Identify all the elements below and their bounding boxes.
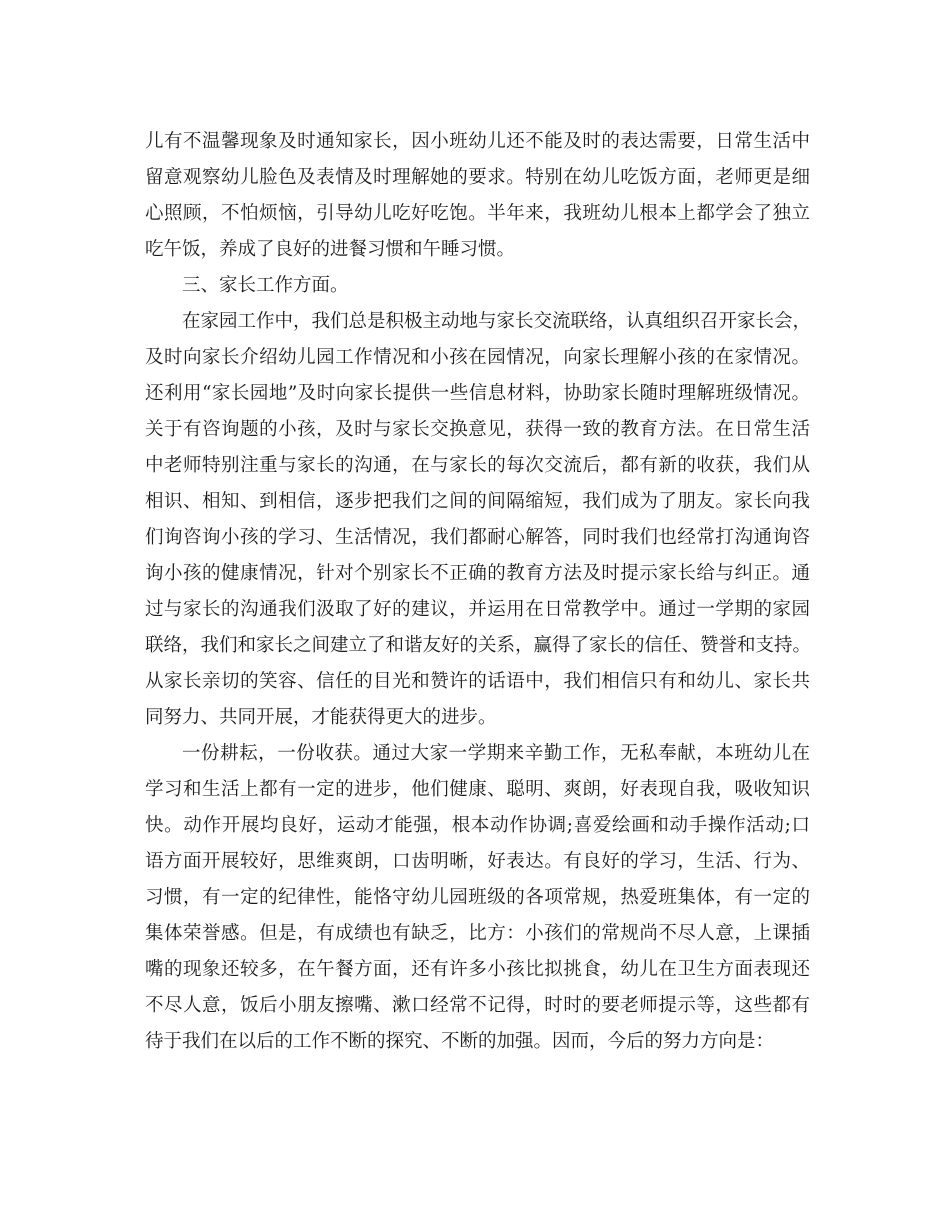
text-line: 关于有咨询题的小孩，及时与家长交换意见，获得一致的教育方法。在日常生活	[145, 419, 810, 440]
text-line: 习惯，有一定的纪律性，能恪守幼儿园班级的各项常规，热爱班集体，有一定的	[145, 887, 810, 908]
text-line: 相识、相知、到相信，逐步把我们之间的间隔缩短，我们成为了朋友。家长向我	[145, 491, 810, 512]
text-line: 语方面开展较好，思维爽朗，口齿明晰，好表达。有良好的学习，生活、行为、	[145, 851, 810, 872]
text-line: 中老师特别注重与家长的沟通，在与家长的每次交流后，都有新的收获，我们从	[145, 455, 810, 476]
paragraph-semester-summary	[145, 736, 810, 1060]
paragraph-daily-care	[145, 124, 810, 268]
text-line: 询小孩的健康情况，针对个别家长不正确的教育方法及时提示家长给与纠正。通	[145, 563, 810, 584]
text-line: 待于我们在以后的工作不断的探究、不断的加强。因而，今后的努力方向是：	[145, 1031, 775, 1052]
text-line: 还利用“家长园地”及时向家长提供一些信息材料，协助家长随时理解班级情况。	[145, 383, 810, 404]
text-line: 在家园工作中，我们总是积极主动地与家长交流联络，认真组织召开家长会，	[182, 311, 812, 332]
text-line: 嘴的现象还较多，在午餐方面，还有许多小孩比拟挑食，幼儿在卫生方面表现还	[145, 959, 810, 980]
text-line: 儿有不温馨现象及时通知家长，因小班幼儿还不能及时的表达需要，日常生活中	[145, 131, 810, 152]
text-line: 一份耕耘，一份收获。通过大家一学期来辛勤工作，无私奉献，本班幼儿在	[182, 743, 810, 764]
text-line: 及时向家长介绍幼儿园工作情况和小孩在园情况，向家长理解小孩的在家情况。	[145, 347, 810, 368]
text-line: 吃午饭，养成了良好的进餐习惯和午睡习惯。	[145, 239, 516, 260]
paragraph-parent-communication	[145, 304, 810, 736]
text-line: 联络，我们和家长之间建立了和谐友好的关系，赢得了家长的信任、赞誉和支持。	[145, 635, 812, 656]
text-line: 快。动作开展均良好，运动才能强，根本动作协调;喜爱绘画和动手操作活动;口	[145, 815, 810, 836]
text-line: 同努力、共同开展，才能获得更大的进步。	[145, 707, 497, 728]
document-body	[145, 124, 810, 1060]
text-line: 过与家长的沟通我们汲取了好的建议，并运用在日常教学中。通过一学期的家园	[145, 599, 810, 620]
text-line: 心照顾，不怕烦恼，引导幼儿吃好吃饱。半年来，我班幼儿根本上都学会了独立	[145, 203, 810, 224]
text-line: 学习和生活上都有一定的进步，他们健康、聪明、爽朗，好表现自我，吸收知识	[145, 779, 810, 800]
text-line: 留意观察幼儿脸色及表情及时理解她的要求。特别在幼儿吃饭方面，老师更是细	[145, 167, 810, 188]
text-line: 从家长亲切的笑容、信任的目光和赞许的话语中，我们相信只有和幼儿、家长共	[145, 671, 810, 692]
text-line: 集体荣誉感。但是，有成绩也有缺乏，比方：小孩们的常规尚不尽人意，上课插	[145, 923, 810, 944]
section-heading-parent-work: 三、家长工作方面。	[182, 275, 349, 296]
text-line: 们询咨询小孩的学习、生活情况，我们都耐心解答，同时我们也经常打沟通询咨	[145, 527, 810, 548]
text-line: 不尽人意，饭后小朋友擦嘴、漱口经常不记得，时时的要老师提示等，这些都有	[145, 995, 810, 1016]
